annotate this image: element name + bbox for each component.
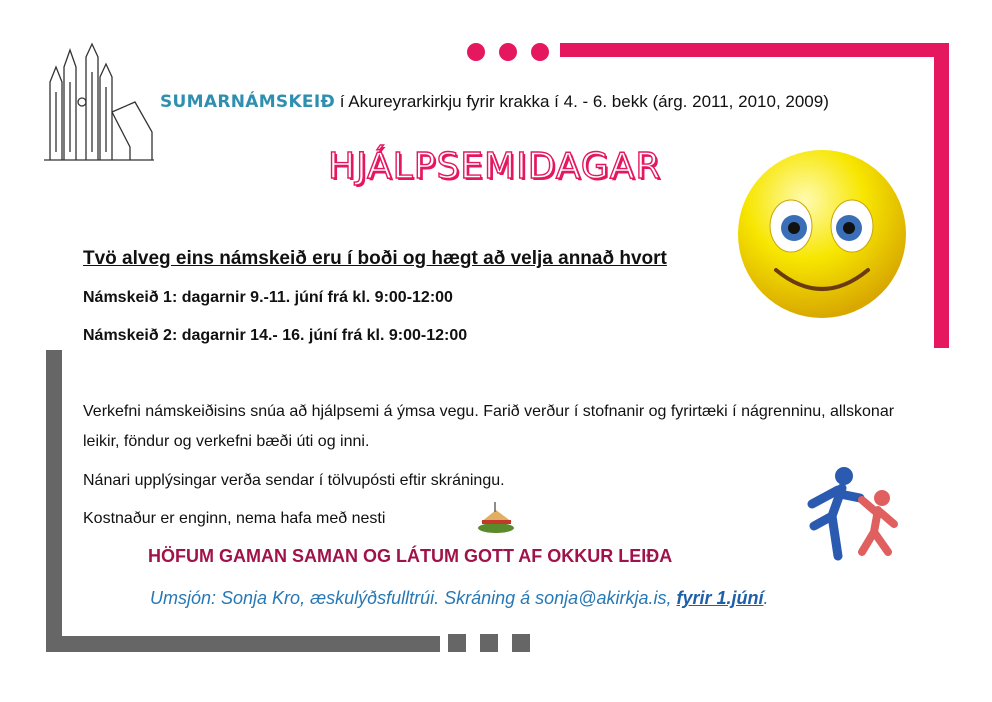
deadline-link[interactable]: fyrir 1.júní [676,588,764,608]
decor-square [448,634,466,652]
decor-dot [467,43,485,61]
brand-text: SUMARNÁMSKEIÐ [160,92,336,112]
header-line [160,92,829,112]
decor-square [512,634,530,652]
info-line: Nánari upplýsingar verða sendar í tölvupósti eftir skráningu. [83,472,505,489]
slogan: HÖFUM GAMAN SAMAN OG LÁTUM GOTT AF OKKUR LEIÐA [148,546,673,566]
church-icon [40,42,158,164]
decor-dot [499,43,517,61]
contact-text: Umsjón: Sonja Kro, æskulýðsfulltrúi. Skráning á sonja@akirkja.is, [150,588,677,608]
contact-line [150,588,769,609]
pink-frame-right [934,43,949,348]
description: Verkefni námskeiðisins snúa að hjálpsemi á ýmsa vegu. Farið verður í stofnanir og fyrirtæki í nágrenninu, allskonar leikir, föndur og verkefni bæði úti og inni. [83,403,895,450]
contact-end: . [763,588,769,608]
decor-square [480,634,498,652]
course-2: Námskeið 2: dagarnir 14.- 16. júní frá kl. 9:00-12:00 [83,327,468,344]
pink-frame-top [560,43,949,57]
course-1: Námskeið 1: dagarnir 9.-11. júní frá kl. 9:00-12:00 [83,289,453,306]
helping-people-icon [802,466,902,562]
cost-line: Kostnaður er enginn, nema hafa með nesti [83,510,386,527]
intro-heading: Tvö alveg eins námskeið eru í boði og hægt að velja annað hvort [83,248,667,269]
smiley-icon [736,148,908,320]
gray-frame-left [46,350,62,652]
sandwich-icon [476,500,516,536]
decor-dot [531,43,549,61]
page-title: HJÁLPSEMIDAGAR [328,146,662,187]
gray-frame-bottom [46,636,440,652]
header-subtitle: í Akureyrarkirkju fyrir krakka í 4. - 6. bekk (árg. 2011, 2010, 2009) [339,92,829,111]
